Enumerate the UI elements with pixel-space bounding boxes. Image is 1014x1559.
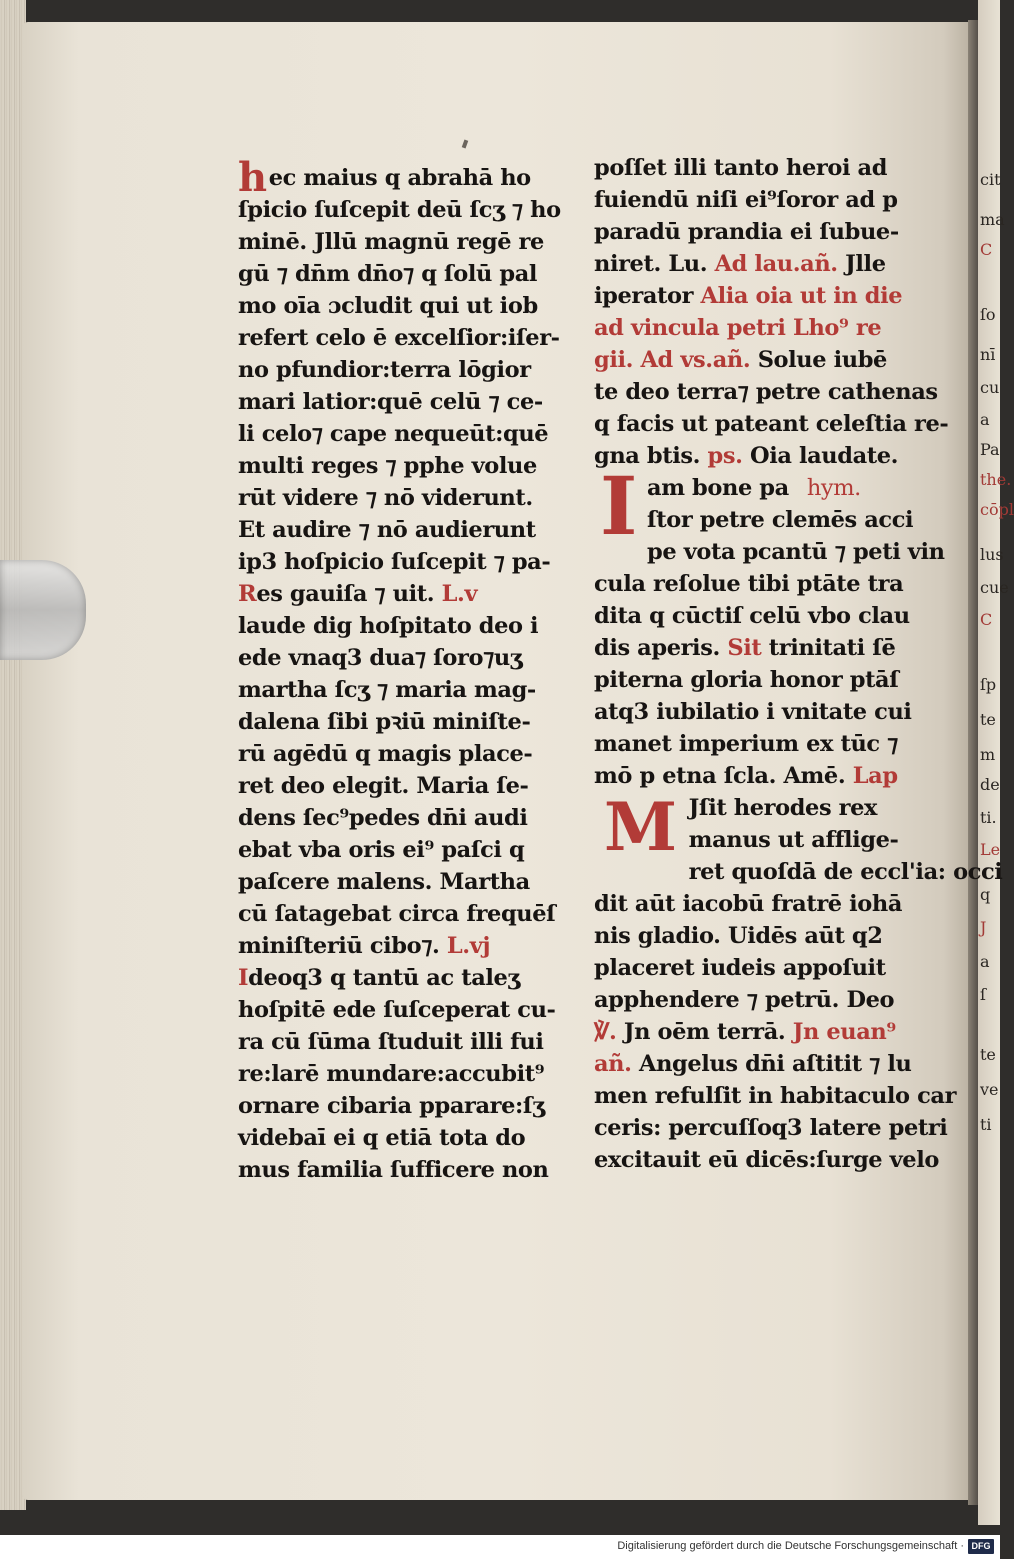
text-line <box>238 642 588 674</box>
facing-page-fragment: ſp <box>980 675 997 694</box>
facing-page-fragment: a <box>980 952 990 971</box>
rubric-text: L.v <box>441 581 478 607</box>
rubric-text: Lap <box>852 763 898 789</box>
text-segment: Solue iubē <box>750 347 887 373</box>
text-line <box>238 386 588 418</box>
text-line <box>238 834 588 866</box>
facing-page-fragment: cōpl <box>980 500 1014 519</box>
text-line <box>594 408 949 440</box>
text-segment: te deo terra⁊ petre cathenas <box>594 379 938 405</box>
capitulum-block <box>594 788 924 866</box>
hymn-block <box>594 459 945 664</box>
text-line <box>594 568 924 600</box>
text-segment: dalena ſibi pꝛiū miniſte- <box>238 709 531 735</box>
facing-page-fragment: ſo <box>980 305 996 324</box>
facing-page-fragment: cue <box>980 578 1009 597</box>
text-line <box>238 450 588 482</box>
text-segment: dens ſec⁹pedes dn̄i audi <box>238 805 528 831</box>
text-segment: Et audire ⁊ nō audierunt <box>238 517 536 543</box>
text-line <box>238 770 588 802</box>
text-line <box>238 674 588 706</box>
text-line <box>238 1090 588 1122</box>
text-segment: gna btis. <box>594 443 708 469</box>
text-segment: fuiendū niſi ei⁹ſoror ad p <box>594 187 898 213</box>
facing-page-fragment: a <box>980 410 990 429</box>
text-segment: piterna gloria honor ptāſ <box>594 667 899 693</box>
text-segment: ſpicio ſuſcepit deū ſcʒ ⁊ ho <box>238 197 561 223</box>
rubric-text: Sit <box>727 635 762 661</box>
text-line <box>238 610 588 642</box>
text-line <box>594 1048 924 1080</box>
text-segment: ebat vba oris ei⁹ paſci q <box>238 837 525 863</box>
facing-page-fragment: ti. <box>980 808 997 827</box>
rubric-text: hym. <box>806 475 861 501</box>
rubric-text: Alia oia ut in die <box>700 283 903 309</box>
facing-page-fragment: ve <box>980 1080 999 1099</box>
text-line <box>594 152 924 184</box>
left-text-column <box>238 154 588 1186</box>
facing-page-fragment: Le <box>980 840 1001 859</box>
text-line <box>238 1026 588 1058</box>
text-segment: Angelus dn̄i aſtitit ⁊ lu <box>631 1051 912 1077</box>
text-line <box>238 1122 588 1154</box>
text-line <box>594 184 924 216</box>
rubric-text: ps. <box>707 443 743 469</box>
dfg-logo: DFG <box>968 1539 994 1554</box>
text-line <box>594 1144 939 1176</box>
text-line <box>594 472 924 504</box>
text-line <box>594 888 924 920</box>
text-segment: martha ſcʒ ⁊ maria mag- <box>238 677 536 703</box>
text-segment: am bone pa <box>647 475 789 501</box>
text-line <box>238 418 588 450</box>
text-segment: paradū prandia ei ſubue- <box>594 219 899 245</box>
left-column-lines <box>238 154 588 1186</box>
text-segment: videbaī ei q etiā tota do <box>238 1125 526 1151</box>
text-segment: miniſteriū cibo⁊. <box>238 933 447 959</box>
text-line <box>238 546 588 578</box>
facing-page-fragment: ti <box>980 1115 992 1134</box>
text-segment: ret deo elegit. Maria ſe- <box>238 773 529 799</box>
text-line <box>238 994 588 1026</box>
rubric-text: Jn euan⁹ <box>792 1019 896 1045</box>
text-line <box>238 930 588 962</box>
text-segment: ornare cibaria pparare:ſʒ <box>238 1093 545 1119</box>
text-segment: deoq3 q tantū ac taleʒ <box>248 965 520 991</box>
facing-page-fragment: C <box>980 610 993 629</box>
right-column-lines-mid <box>594 664 924 792</box>
text-line <box>594 248 924 280</box>
text-segment: ra cū ſūma ſtuduit illi fui <box>238 1029 544 1055</box>
text-segment: ec maius q abrahā ho <box>268 165 531 191</box>
text-segment: mō p etna ſcla. Amē. <box>594 763 853 789</box>
text-line <box>594 664 924 696</box>
text-line <box>238 898 588 930</box>
facing-page-fragment: J <box>980 918 987 937</box>
text-segment: nis gladio. Uidēs aūt q2 <box>594 923 883 949</box>
text-line <box>594 1080 957 1112</box>
text-segment: trinitati ſē <box>761 635 896 661</box>
facing-page-edge <box>978 0 1014 1525</box>
text-line <box>238 866 588 898</box>
text-line <box>594 504 924 536</box>
text-line <box>238 802 588 834</box>
text-segment: Jſit herodes rex <box>688 795 878 821</box>
text-line <box>594 1016 924 1048</box>
text-segment: mari latior:quē celū ⁊ ce- <box>238 389 543 415</box>
text-segment: es gauiſa ⁊ uit. <box>256 581 442 607</box>
rubric-text: Ad lau.añ. <box>714 251 838 277</box>
text-line <box>594 312 924 344</box>
rubricated-initial-m: M <box>604 788 677 866</box>
text-line <box>238 258 588 290</box>
text-segment: dit aūt iacobū fratrē iohā <box>594 891 903 917</box>
text-segment: rūt videre ⁊ nō viderunt. <box>238 485 533 511</box>
facing-page-fragment: cit <box>980 170 1001 189</box>
rubric-text: gii. Ad vs.añ. <box>594 347 751 373</box>
rubric-text: añ. <box>594 1051 632 1077</box>
facing-page-fragment: lus <box>980 545 1004 564</box>
rubric-text: ad vincula petri Lho⁹ re <box>594 315 882 341</box>
text-segment: Jlle <box>837 251 886 277</box>
text-segment: li celo⁊ cape nequeūt:quē <box>238 421 549 447</box>
text-segment: ede vnaq3 dua⁊ ſoro⁊uʒ <box>238 645 523 671</box>
facing-page-fragment: C <box>980 240 993 259</box>
text-line <box>594 728 924 760</box>
text-line <box>238 738 588 770</box>
text-segment: cula reſolue tibi ptāte tra <box>594 571 904 597</box>
text-line <box>594 1112 948 1144</box>
text-line <box>238 354 588 386</box>
text-line <box>238 226 588 258</box>
facing-page-fragment: ſ <box>980 985 986 1004</box>
text-segment: mus familia ſufficere non <box>238 1157 549 1183</box>
text-segment: ret quoſdā de eccl'ia: occi <box>688 859 1003 885</box>
text-segment: placeret iudeis appoſuit <box>594 955 886 981</box>
text-segment: Oia laudate. <box>742 443 899 469</box>
text-segment: gū ⁊ dn̄m dn̄o⁊ q ſolū pal <box>238 261 538 287</box>
text-line <box>594 344 924 376</box>
facing-page-fragment: te <box>980 1045 996 1064</box>
facing-page-fragment: nī <box>980 345 996 364</box>
rubric-text: I <box>238 965 249 991</box>
text-line <box>594 216 924 248</box>
text-segment: hoſpitē ede ſuſceperat cu- <box>238 997 556 1023</box>
text-segment: poſſet illi tanto heroi ad <box>594 155 888 181</box>
text-line <box>594 376 938 408</box>
text-segment: manet imperium ex tūc ⁊ <box>594 731 898 757</box>
text-line <box>594 440 924 472</box>
text-line <box>594 632 924 664</box>
text-line <box>238 962 588 994</box>
text-line <box>238 322 588 354</box>
text-segment: Jn oēm terrā. <box>616 1019 793 1045</box>
text-segment: no pfundior:terra lōgior <box>238 357 531 383</box>
text-segment: dita q cūctiſ celū vbo clau <box>594 603 910 629</box>
rubric-text: ℣. <box>594 1019 617 1045</box>
text-segment: ip3 hoſpicio ſuſcepit ⁊ pa- <box>238 549 551 575</box>
hymn-lines <box>594 459 945 664</box>
text-segment: manus ut afflige- <box>688 827 899 853</box>
facing-page-fragment: q <box>980 885 991 904</box>
text-segment: dis aperis. <box>594 635 728 661</box>
text-line <box>238 1058 588 1090</box>
text-segment: apphendere ⁊ petrū. Deo <box>594 987 895 1013</box>
text-segment: rū agēdū q magis place- <box>238 741 533 767</box>
text-segment: men refulſit in habitaculo car <box>594 1083 957 1109</box>
facing-page-fragment: m <box>980 745 996 764</box>
text-line <box>238 290 588 322</box>
right-column-lines-top <box>594 152 949 472</box>
text-segment: atq3 iubilatio i vnitate cui <box>594 699 912 725</box>
text-line <box>594 984 924 1016</box>
rubricated-initial-i: I <box>600 459 638 553</box>
text-segment: laude dig hoſpitato deo i <box>238 613 539 639</box>
text-line <box>594 952 924 984</box>
text-line <box>238 578 588 610</box>
text-segment: ceris: percuſſoq3 latere petri <box>594 1115 948 1141</box>
rubric-text: R <box>238 581 257 607</box>
text-line <box>238 514 588 546</box>
facing-page-fragment: de <box>980 775 1000 794</box>
facing-page-fragment: cu <box>980 378 1000 397</box>
text-segment: paſcere malens. Martha <box>238 869 530 895</box>
text-line <box>238 154 588 201</box>
facing-page-fragment: Pa <box>980 440 1000 459</box>
text-segment: mo oīa ɔcludit qui ut iob <box>238 293 538 319</box>
text-line <box>594 280 924 312</box>
text-line <box>594 600 924 632</box>
text-line <box>594 920 924 952</box>
rubricated-initial-h: h <box>238 154 267 201</box>
footer-credit: Digitalisierung gefördert durch die Deutsche Forschungsgemeinschaft · <box>617 1540 964 1552</box>
right-column-lines-bottom <box>594 856 1003 1176</box>
text-line <box>238 706 588 738</box>
text-line <box>238 1154 588 1186</box>
text-segment: niret. Lu. <box>594 251 715 277</box>
text-segment: multi reges ⁊ pphe volue <box>238 453 537 479</box>
page-clip <box>0 560 86 660</box>
text-segment: ſtor petre clemēs acci <box>647 507 914 533</box>
facing-page-fragment: te <box>980 710 996 729</box>
text-segment: excitauit eū dicēs:ſurge velo <box>594 1147 939 1173</box>
text-line <box>238 482 588 514</box>
text-line <box>594 536 945 568</box>
text-segment: refert celo ē excelſior:iſer- <box>238 325 560 351</box>
facing-page-fragment: the. <box>980 470 1012 489</box>
text-segment: iperator <box>594 283 701 309</box>
rubric-text: L.vj <box>446 933 491 959</box>
digitization-footer <box>0 1535 1000 1559</box>
text-segment: pe vota pcantū ⁊ peti vin <box>647 539 945 565</box>
text-segment: cū ſatagebat circa frequēſ <box>238 901 556 927</box>
text-segment: re:larē mundare:accubit⁹ <box>238 1061 545 1087</box>
text-line <box>238 194 588 226</box>
text-segment: q facis ut pateant celeſtia re- <box>594 411 949 437</box>
facing-page-fragment: ma <box>980 210 1005 229</box>
text-segment: minē. Jllū magnū regē re <box>238 229 544 255</box>
text-line <box>594 696 924 728</box>
